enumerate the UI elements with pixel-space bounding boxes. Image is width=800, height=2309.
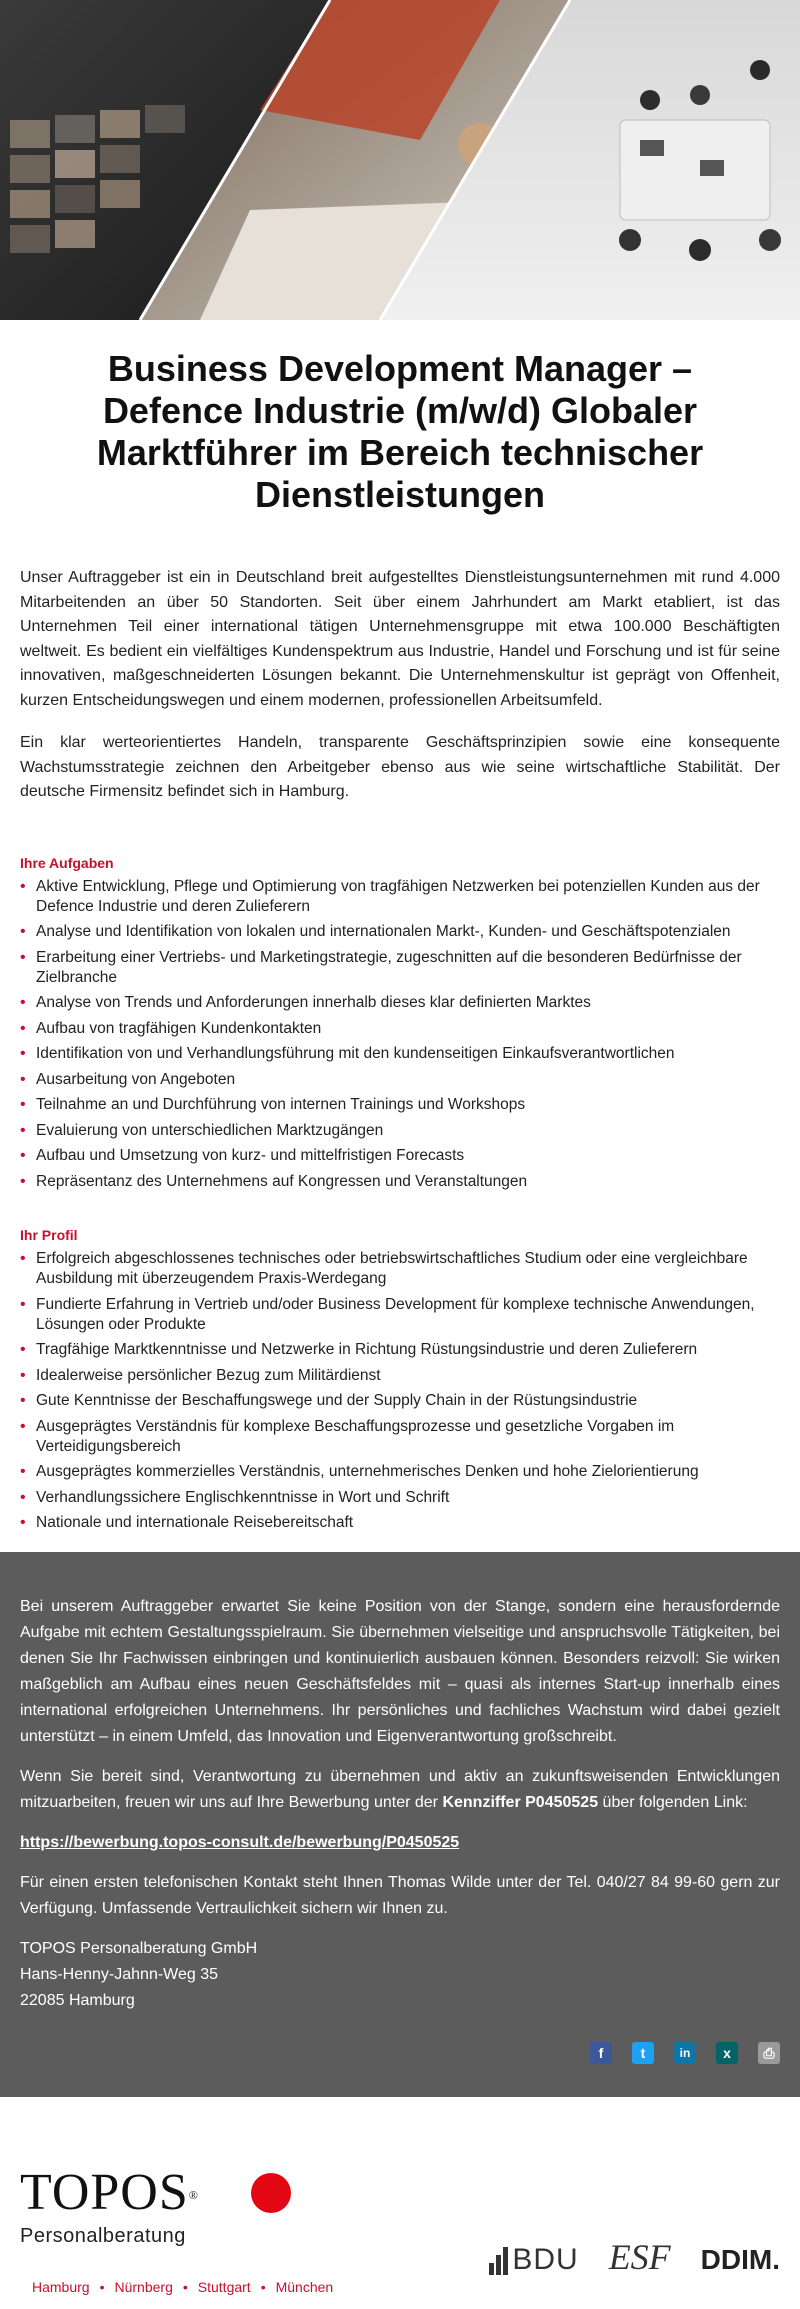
list-item: • Ausgeprägtes kommerzielles Verständnis, unternehmerisches Denken und hohe Zielorientierung bbox=[20, 1462, 780, 1482]
list-item: • Tragfähige Marktkenntnisse und Netzwerke in Richtung Rüstungsindustrie und deren Zulieferern bbox=[20, 1340, 780, 1360]
tasks-heading: Ihre Aufgaben bbox=[20, 854, 114, 871]
apply-prefix: Wenn Sie bereit sind, Verantwortung zu übernehmen und aktiv an zukunftsweisenden Entwicklungen mitzuarbeiten, freuen wir uns auf Ihre Bewerbung unter der bbox=[20, 1768, 780, 1811]
address-company: TOPOS Personalberatung GmbH bbox=[20, 1940, 258, 1957]
tasks-list bbox=[20, 877, 780, 1192]
logo-subtitle: Personalberatung bbox=[20, 2225, 186, 2247]
facebook-icon[interactable]: f bbox=[590, 2042, 612, 2064]
offer-text: Bei unserem Auftraggeber erwartet Sie keine Position von der Stange, sondern eine herausfordernde Aufgabe mit echtem Gestaltungsspielraum. Sie übernehmen vielseitige und anspruchsvolle Tätigkeiten, bei denen Sie Ihr Fachwissen einbringen und kontinuierlich ausbauen können. Besonders reizvoll: Sie wirken maßgeblich am Aufbau eines neuen Geschäftsfeldes mit – quasi als internes Start-up innerhalb eines international erfolgreichen Unternehmens. Ihr persönliches und fachliches Wachstum wird dabei gezielt unterstützt – in einem Umfeld, das Innovation und Eigenverantwortung großschreibt. bbox=[20, 1598, 780, 1745]
xing-icon[interactable]: x bbox=[716, 2042, 738, 2064]
address-city: 22085 Hamburg bbox=[20, 1992, 135, 2009]
address-block bbox=[20, 1936, 780, 2014]
partner-logos bbox=[489, 2239, 780, 2275]
list-item: • Evaluierung von unterschiedlichen Marktzugängen bbox=[20, 1121, 780, 1141]
apply-suffix: über folgenden Link: bbox=[598, 1794, 748, 1811]
list-item: • Analyse von Trends und Anforderungen innerhalb dieses klar definierten Marktes bbox=[20, 993, 780, 1013]
list-item: • Idealerweise persönlicher Bezug zum Militärdienst bbox=[20, 1366, 780, 1386]
intro-section bbox=[0, 520, 800, 805]
city-list: Hamburg • Nürnberg • Stuttgart • München bbox=[32, 2279, 334, 2295]
linkedin-icon[interactable]: in bbox=[674, 2042, 696, 2064]
city-muenchen: München bbox=[275, 2279, 334, 2295]
address-street: Hans-Henny-Jahnn-Weg 35 bbox=[20, 1966, 219, 1983]
list-item: • Aufbau von tragfähigen Kundenkontakten bbox=[20, 1019, 780, 1039]
profile-section bbox=[0, 1197, 800, 1533]
intro-paragraph: Ein klar werteorientiertes Handeln, transparente Geschäftsprinzipien sowie eine konsequente Wachstumsstrategie zeichnen den Arbeitgeber ebenso aus wie seine wirtschaftliche Stabilität. Der deutsche Firmensitz befindet sich in Hamburg. bbox=[20, 734, 780, 800]
twitter-icon[interactable]: t bbox=[632, 2042, 654, 2064]
contact-text: Für einen ersten telefonischen Kontakt steht Ihnen Thomas Wilde unter der Tel. 040/27 84 99-60 gern zur Verfügung. Umfassende Vertraulichkeit sichern wir Ihnen zu. bbox=[20, 1874, 780, 1917]
city-hamburg: Hamburg bbox=[32, 2279, 90, 2295]
logo-text: TOPOS bbox=[20, 2164, 189, 2221]
list-item: • Erarbeitung einer Vertriebs- und Marketingstrategie, zugeschnitten auf die besonderen Bedürfnisse der Zielbranche bbox=[20, 948, 780, 988]
apply-code: Kennziffer P0450525 bbox=[442, 1794, 599, 1811]
list-item: • Teilnahme an und Durchführung von internen Trainings und Workshops bbox=[20, 1095, 780, 1115]
social-share-bar bbox=[20, 2042, 780, 2064]
list-item: • Repräsentanz des Unternehmens auf Kongressen und Veranstaltungen bbox=[20, 1172, 780, 1192]
offer-section bbox=[0, 1552, 800, 2097]
hero-collage bbox=[0, 0, 800, 320]
list-item: • Analyse und Identifikation von lokalen und internationalen Markt-, Kunden- und Geschäftspotenzialen bbox=[20, 922, 780, 942]
topos-logo: TOPOS® Personalberatung bbox=[20, 2167, 199, 2248]
list-item: • Identifikation von und Verhandlungsführung mit den kundenseitigen Einkaufsverantwortlichen bbox=[20, 1044, 780, 1064]
logo-dot-icon bbox=[251, 2173, 291, 2213]
apply-text bbox=[20, 1764, 780, 1816]
list-item: • Ausarbeitung von Angeboten bbox=[20, 1070, 780, 1090]
intro-paragraph: Unser Auftraggeber ist ein in Deutschland breit aufgestelltes Dienstleistungsunternehmen mit rund 4.000 Mitarbeitenden an über 50 Standorten. Seit über einem Jahrhundert am Markt etabliert, ist das Unternehmen Teil einer international tätigen Unternehmensgruppe mit etwa 100.000 Beschäftigten weltweit. Es bedient ein vielfältiges Kundenspektrum aus Industrie, Handel und Forschung und ist für seine innovativen, maßgeschneiderten Lösungen bekannt. Die Unternehmenskultur ist geprägt von Offenheit, kurzen Entscheidungswegen und einem modernen, professionellen Arbeitsumfeld. bbox=[20, 569, 780, 709]
profile-heading: Ihr Profil bbox=[20, 1227, 78, 1243]
list-item: • Gute Kenntnisse der Beschaffungswege und der Supply Chain in der Rüstungsindustrie bbox=[20, 1391, 780, 1411]
list-item: • Nationale und internationale Reisebereitschaft bbox=[20, 1513, 780, 1533]
list-item: • Ausgeprägtes Verständnis für komplexe Beschaffungsprozesse und gesetzliche Vorgaben im Verteidigungsbereich bbox=[20, 1417, 780, 1457]
esf-logo: ESF bbox=[608, 2237, 671, 2277]
list-item: • Fundierte Erfahrung in Vertrieb und/oder Business Development für komplexe technische Anwendungen, Lösungen oder Produkte bbox=[20, 1295, 780, 1335]
hero-image bbox=[0, 0, 800, 320]
application-link[interactable]: https://bewerbung.topos-consult.de/bewerbung/P0450525 bbox=[20, 1834, 460, 1851]
city-nuernberg: Nürnberg bbox=[114, 2279, 173, 2295]
city-stuttgart: Stuttgart bbox=[197, 2279, 251, 2295]
bdu-logo-text: BDU bbox=[512, 2243, 579, 2276]
footer bbox=[0, 2097, 800, 2303]
print-icon[interactable]: ⎙ bbox=[758, 2042, 780, 2064]
bdu-logo bbox=[489, 2245, 578, 2275]
profile-list bbox=[20, 1249, 780, 1533]
list-item: • Aktive Entwicklung, Pflege und Optimierung von tragfähigen Netzwerken bei potenziellen Kunden aus der Defence Industrie und deren Zulieferern bbox=[20, 877, 780, 917]
ddim-logo: DDIM. bbox=[700, 2244, 780, 2275]
page-title: Business Development Manager – Defence Industrie (m/w/d) Globaler Marktführer im Bereich technischer Dienstleistungen bbox=[96, 348, 704, 515]
bars-icon bbox=[489, 2247, 508, 2275]
list-item: • Verhandlungssichere Englischkenntnisse in Wort und Schrift bbox=[20, 1488, 780, 1508]
list-item: • Erfolgreich abgeschlossenes technisches oder betriebswirtschaftliches Studium oder eine vergleichbare Ausbildung mit überzeugendem Praxis-Werdegang bbox=[20, 1249, 780, 1289]
list-item: • Aufbau und Umsetzung von kurz- und mittelfristigen Forecasts bbox=[20, 1146, 780, 1166]
tasks-section bbox=[0, 823, 800, 1192]
